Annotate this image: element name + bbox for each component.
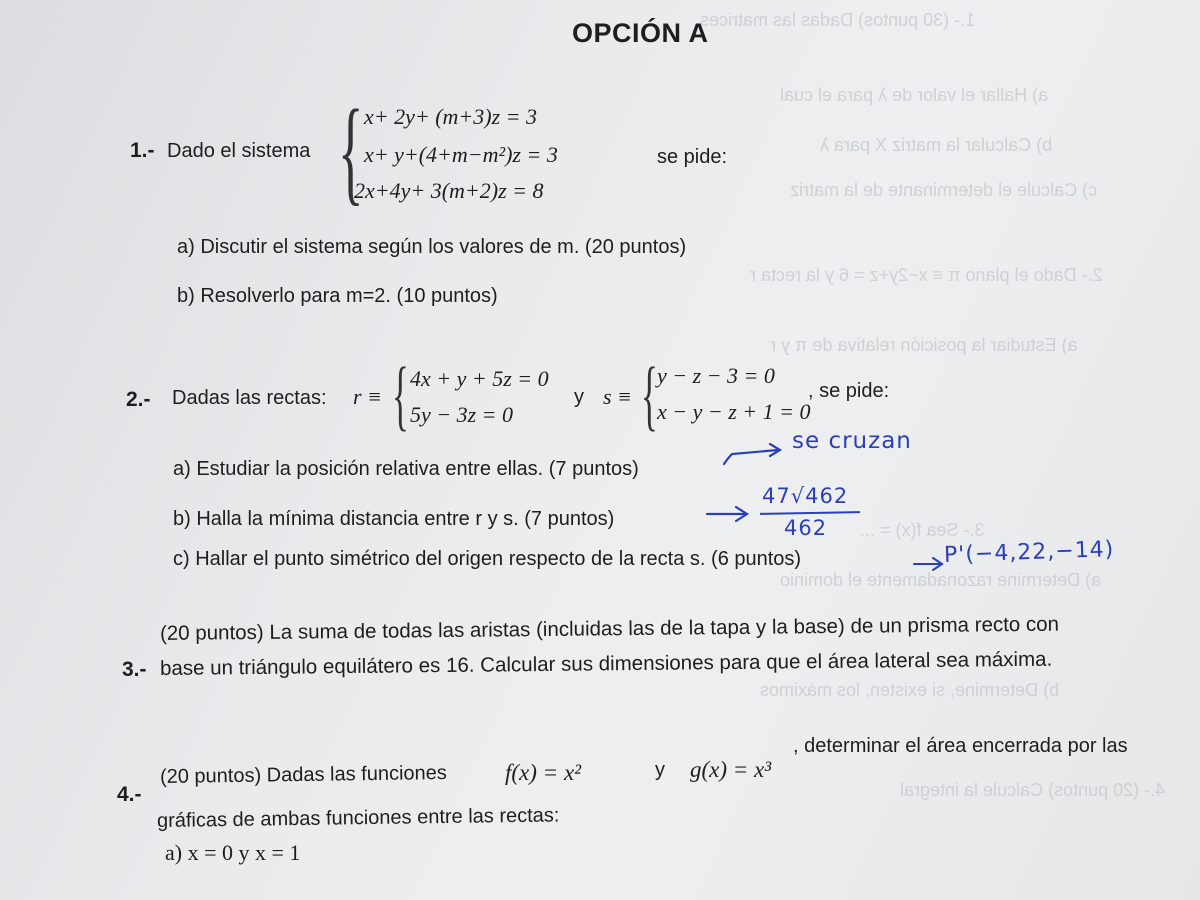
q4-line-1-end: , determinar el área encerrada por las <box>793 735 1128 757</box>
handwritten-arrow-a <box>718 438 798 474</box>
q2-intro: Dadas las rectas: <box>172 387 327 409</box>
q3-number: 3.- <box>122 658 147 681</box>
q2-part-b: b) Halla la mínima distancia entre r y s. (7 puntos) <box>173 508 615 530</box>
q1-equation-1: x+ 2y+ (m+3)z = 3 <box>364 104 538 129</box>
q2-suffix: , se pide: <box>808 380 890 402</box>
q2-number: 2.- <box>126 388 151 411</box>
show-through-text: b) Calcular la matriz X para λ <box>820 135 1053 155</box>
q2-s-brace: { <box>641 351 658 438</box>
q1-equation-3: 2x+4y+ 3(m+2)z = 8 <box>354 178 544 203</box>
q2-r-equation-2: 5y − 3z = 0 <box>410 402 514 427</box>
show-through-text: 2.- Dado el plano π ≡ x−2y+z = 6 y la recta r <box>750 265 1103 285</box>
handwritten-arrow-c <box>912 552 948 574</box>
show-through-text: b) Determine, si existen, los máximos <box>760 680 1060 700</box>
q1-equation-2: x+ y+(4+m−m²)z = 3 <box>364 142 558 167</box>
q4-line-1-start: (20 puntos) Dadas las funciones <box>159 761 447 788</box>
q1-part-a: a) Discutir el sistema según los valores de m. (20 puntos) <box>177 236 687 258</box>
show-through-text: 4.- (20 puntos) Calcule la integral <box>900 780 1166 800</box>
q3-line-1: (20 puntos) La suma de todas las aristas (incluidas las de la tapa y la base) de un prisma recto con <box>159 612 1060 645</box>
handwritten-arrow-b <box>705 502 755 526</box>
q4-function-f: f(x) = x² <box>505 760 582 785</box>
q2-r-brace: { <box>392 351 409 438</box>
show-through-text: 1.- (30 puntos) Dadas las matrices <box>700 10 976 30</box>
handwritten-answer-b-numerator: 47√462 <box>762 484 849 508</box>
q1-intro: Dado el sistema <box>167 140 311 162</box>
q1-suffix: se pide: <box>657 146 728 168</box>
page-title: OPCIÓN A <box>572 18 709 48</box>
show-through-text: a) Determine razonadamente el dominio <box>780 570 1102 590</box>
q2-r-equation-1: 4x + y + 5z = 0 <box>410 366 549 391</box>
q2-conjunction: y <box>574 386 584 408</box>
q4-function-g: g(x) = x³ <box>690 757 772 782</box>
q2-part-c: c) Hallar el punto simétrico del origen respecto de la recta s. (6 puntos) <box>173 548 802 570</box>
show-through-text: 3.- Sea f(x) = ... <box>860 520 985 540</box>
show-through-text: a) Hallar el valor de λ para el cual <box>780 85 1049 105</box>
show-through-text: c) Calcule el determinante de la matriz <box>790 180 1098 200</box>
show-through-text: a) Estudiar la posición relativa de π y r <box>770 335 1078 355</box>
q2-s-equation-2: x − y − z + 1 = 0 <box>657 399 811 424</box>
q2-r-label: r ≡ <box>353 384 382 409</box>
q3-line-2: base un triángulo equilátero es 16. Calcular sus dimensiones para que el área lateral sea máxima. <box>159 647 1053 680</box>
q2-s-label: s ≡ <box>603 384 632 409</box>
handwritten-answer-c: P'(−4,22,−14) <box>943 537 1115 568</box>
q1-left-brace: { <box>338 85 364 216</box>
q4-line-2: gráficas de ambas funciones entre las rectas: <box>156 804 560 832</box>
handwritten-fraction-bar <box>760 511 860 515</box>
q4-number: 4.- <box>117 783 142 806</box>
handwritten-answer-b-denominator: 462 <box>784 516 828 540</box>
q1-part-b: b) Resolverlo para m=2. (10 puntos) <box>177 285 498 307</box>
q2-part-a: a) Estudiar la posición relativa entre ellas. (7 puntos) <box>173 458 639 480</box>
q1-number: 1.- <box>130 139 155 162</box>
q2-s-equation-1: y − z − 3 = 0 <box>657 363 775 388</box>
handwritten-answer-a: se cruzan <box>792 428 912 454</box>
q4-conjunction: y <box>655 759 665 781</box>
q4-part-a: a) x = 0 y x = 1 <box>165 840 301 865</box>
